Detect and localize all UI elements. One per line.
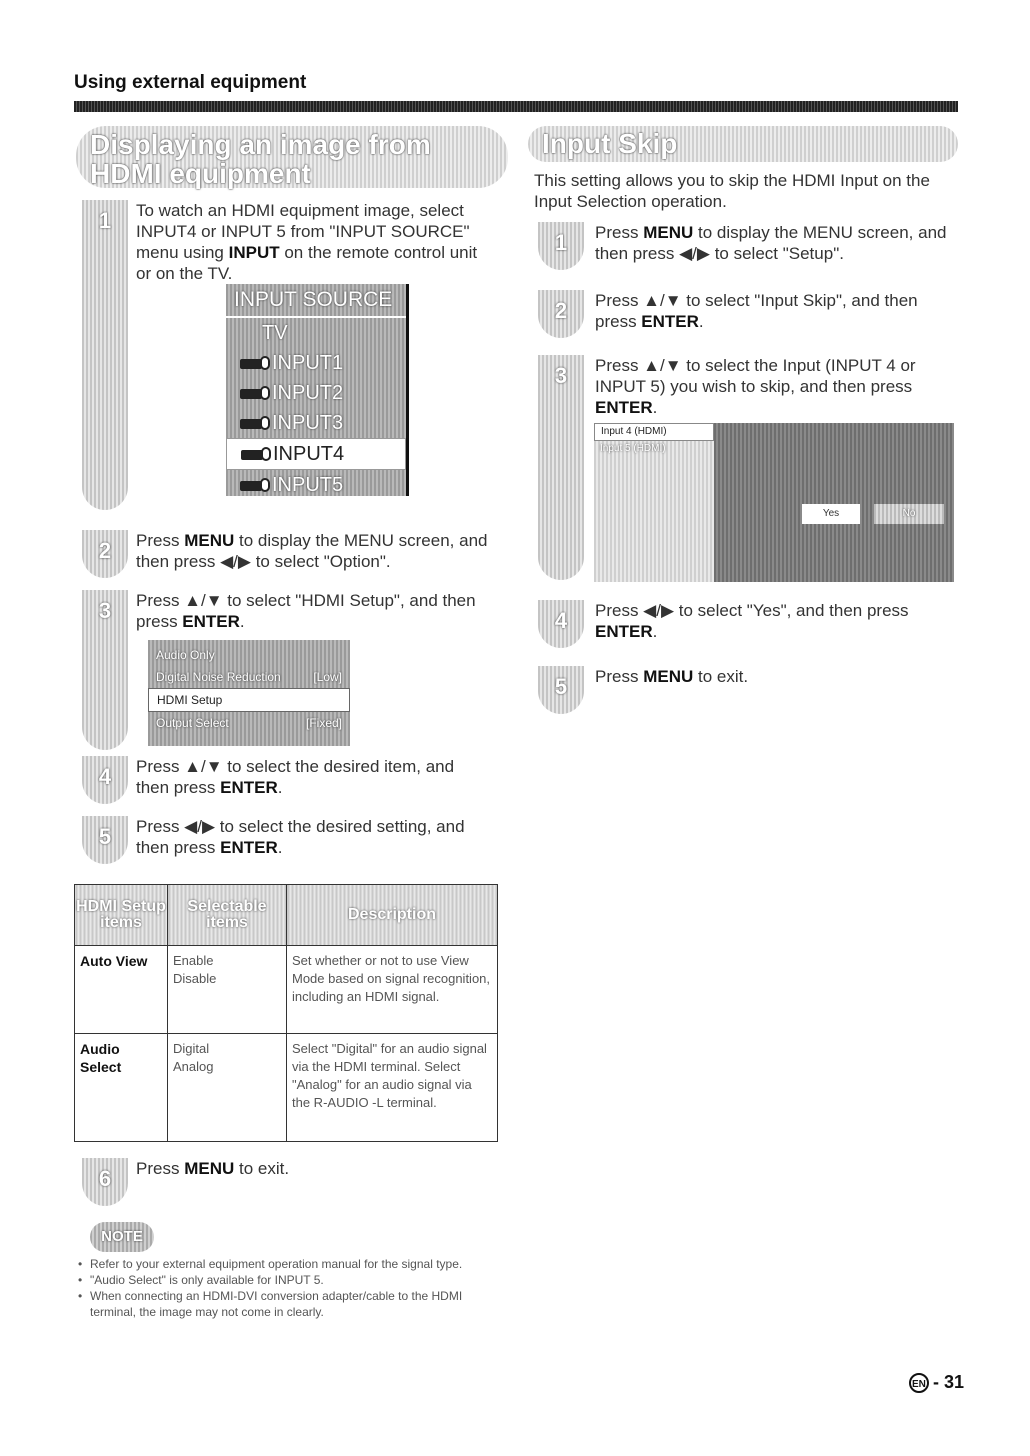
skip-step-1-text: Press MENU to display the MENU screen, and then press ◀/▶ to select "Setup". <box>595 223 947 263</box>
option-output-select[interactable]: Output Select [Fixed] <box>156 716 342 730</box>
skip-step-5-badge: 5 <box>538 666 584 714</box>
step-3-badge: 3 <box>82 590 128 750</box>
table-header: Selectable items <box>168 885 287 946</box>
hdmi-plug-icon <box>240 359 262 369</box>
skip-input-5[interactable]: Input 5 (HDMI) <box>600 443 666 454</box>
hdmi-plug-icon <box>240 419 262 429</box>
step-5-text: Press ◀/▶ to select the desired setting, and then press ENTER. <box>136 817 465 857</box>
option-noise-reduction[interactable]: Digital Noise Reduction [Low] <box>156 670 342 684</box>
no-button[interactable]: No <box>874 504 944 524</box>
step-2-badge: 2 <box>82 530 128 578</box>
option-hdmi-setup[interactable]: HDMI Setup <box>148 688 350 712</box>
list-item: • When connecting an HDMI-DVI conversion adapter/cable to the HDMI terminal, the image may not come in clearly. <box>78 1288 508 1320</box>
input-item-tv[interactable]: TV <box>262 322 288 344</box>
yes-button[interactable]: Yes <box>802 504 860 524</box>
step-6-badge: 6 <box>82 1158 128 1206</box>
step-1-badge: 1 <box>82 200 128 510</box>
notes-list <box>78 1256 508 1320</box>
option-audio-only[interactable]: Audio Only <box>156 648 215 662</box>
table-row: Audio Select Digital Analog Select "Digital" for an audio signal via the HDMI terminal. Select "Analog" for an audio signal via the R-AUDIO -L terminal. <box>75 1034 498 1142</box>
list-item: • "Audio Select" is only available for INPUT 5. <box>78 1272 508 1288</box>
step-5-badge: 5 <box>82 816 128 864</box>
input-skip-title: Input Skip <box>528 126 958 162</box>
section-header: Using external equipment <box>74 72 307 93</box>
skip-input-4[interactable]: Input 4 (HDMI) <box>594 423 714 441</box>
hdmi-plug-icon <box>240 389 262 399</box>
list-item: • Refer to your external equipment operation manual for the signal type. <box>78 1256 508 1272</box>
skip-step-4-badge: 4 <box>538 600 584 648</box>
step-1-text: To watch an HDMI equipment image, select INPUT4 or INPUT 5 from "INPUT SOURCE" menu using INPUT on the remote control unit or on the TV. <box>136 201 478 283</box>
input-skip-intro: This setting allows you to skip the HDMI Input on the Input Selection operation. <box>534 171 930 211</box>
skip-step-2-text: Press ▲/▼ to select "Input Skip", and then press ENTER. <box>595 291 918 331</box>
table-row: Auto View Enable Disable Set whether or not to use View Mode based on signal recognition, including an HDMI signal. <box>75 946 498 1034</box>
table-header: HDMI Setup items <box>75 885 168 946</box>
input-item-5[interactable]: INPUT5 <box>226 470 406 500</box>
step-2-text: Press MENU to display the MENU screen, and then press ◀/▶ to select "Option". <box>136 531 488 571</box>
input-source-menu <box>226 284 409 496</box>
table-header: Description <box>287 885 498 946</box>
skip-step-1-badge: 1 <box>538 222 584 270</box>
input-item-2[interactable]: INPUT2 <box>226 378 406 408</box>
page-number: EN - 31 <box>909 1372 964 1393</box>
input-item-1[interactable]: INPUT1 <box>226 348 406 378</box>
option-menu <box>148 640 350 746</box>
note-badge: NOTE <box>90 1222 154 1252</box>
step-3-text: Press ▲/▼ to select "HDMI Setup", and then press ENTER. <box>136 591 476 631</box>
input-item-3[interactable]: INPUT3 <box>226 408 406 438</box>
step-4-badge: 4 <box>82 756 128 804</box>
input-source-title: INPUT SOURCE <box>226 284 406 318</box>
skip-input-list <box>594 423 714 582</box>
input-item-4[interactable]: INPUT4 <box>226 438 406 470</box>
hdmi-setup-table <box>74 884 498 1142</box>
language-badge: EN <box>909 1373 929 1393</box>
input-skip-screen <box>594 423 954 582</box>
hdmi-section-title: Displaying an image from HDMI equipment <box>76 126 508 188</box>
skip-step-3-text: Press ▲/▼ to select the Input (INPUT 4 or INPUT 5) you wish to skip, and then press ENTER. <box>595 356 916 417</box>
step-6-text: Press MENU to exit. <box>136 1159 290 1178</box>
hdmi-plug-icon <box>241 450 263 460</box>
skip-step-2-badge: 2 <box>538 290 584 338</box>
skip-step-3-badge: 3 <box>538 355 584 580</box>
header-divider <box>74 101 958 112</box>
skip-step-5-text: Press MENU to exit. <box>595 667 749 686</box>
skip-step-4-text: Press ◀/▶ to select "Yes", and then press ENTER. <box>595 601 909 641</box>
hdmi-plug-icon <box>240 481 262 491</box>
step-4-text: Press ▲/▼ to select the desired item, and then press ENTER. <box>136 757 455 797</box>
